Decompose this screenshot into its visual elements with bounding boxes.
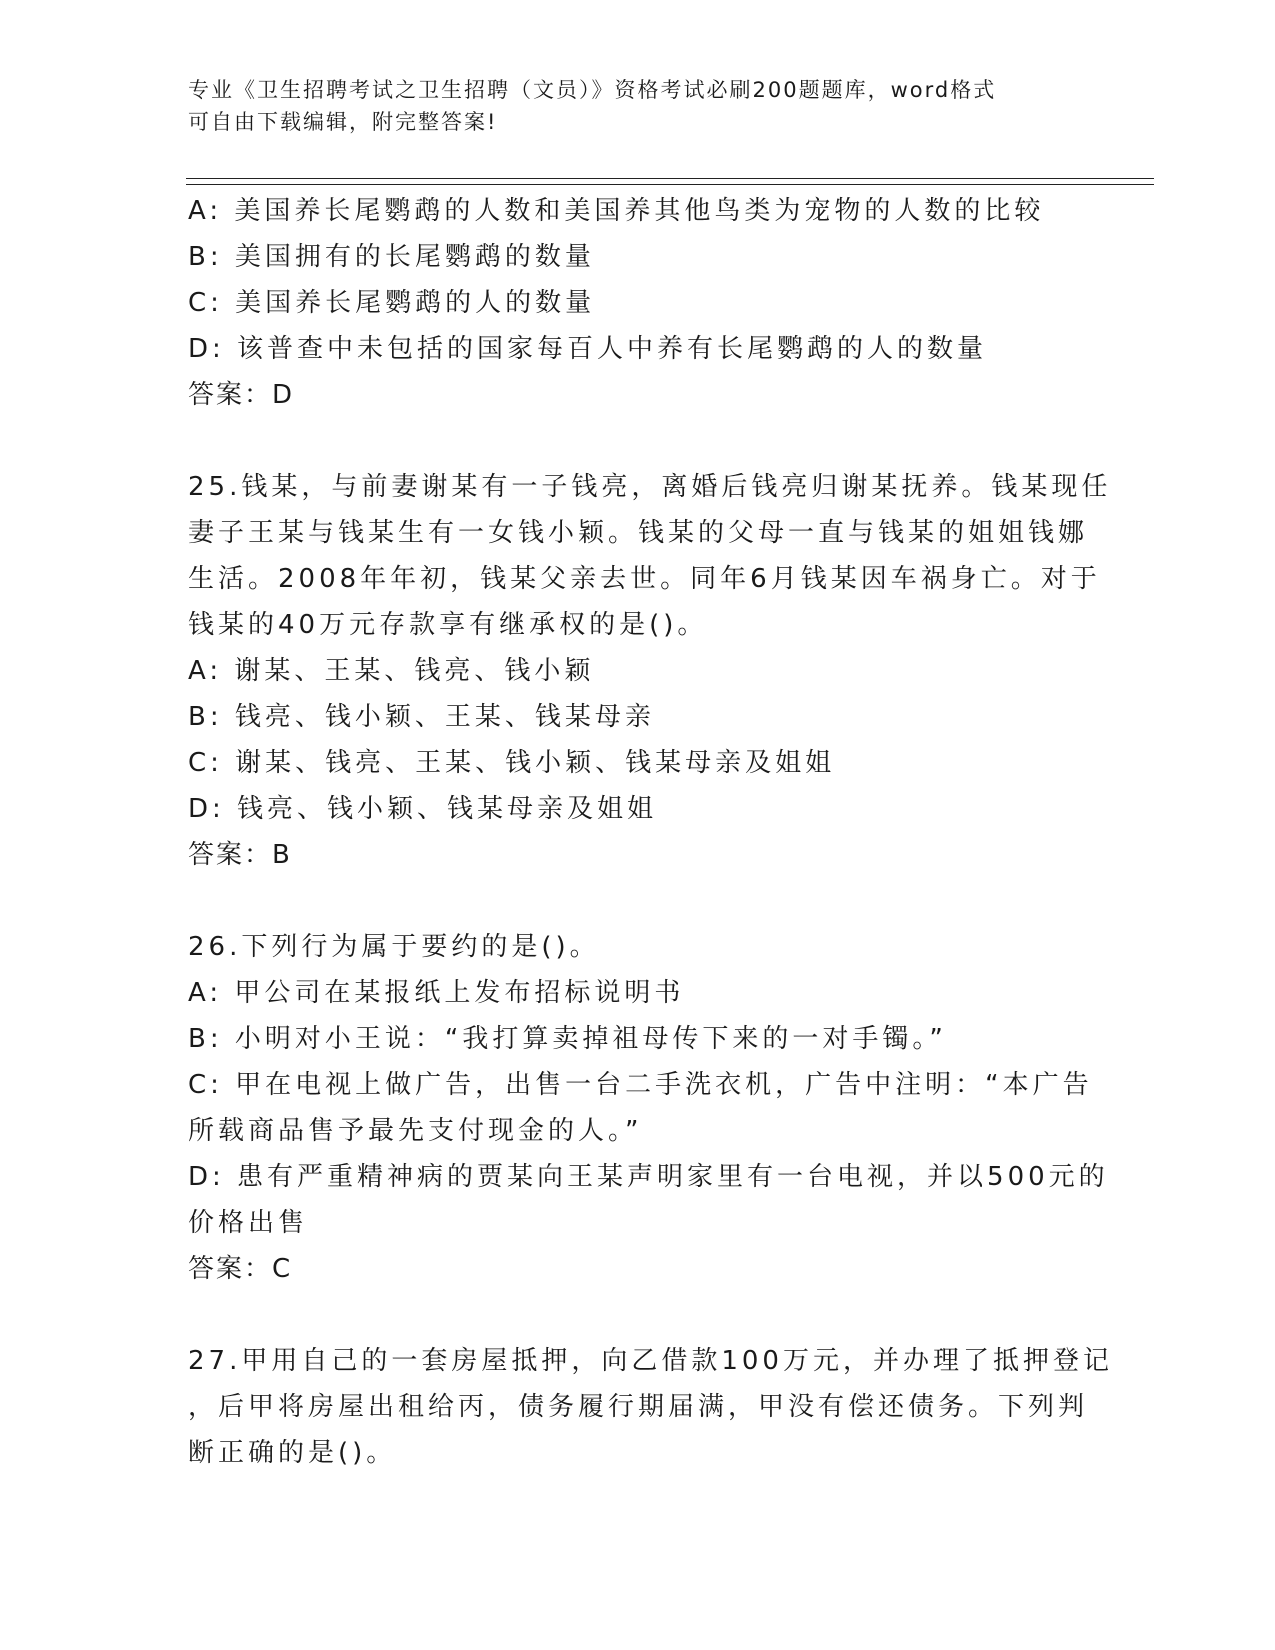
- question-stem: ，后甲将房屋出租给丙，债务履行期届满，甲没有偿还债务。下列判: [188, 1392, 1089, 1422]
- option-d: D: 钱亮、钱小颖、钱某母亲及姐姐: [188, 794, 658, 824]
- option-b: B: 美国拥有的长尾鹦鹉的数量: [188, 242, 595, 272]
- page-header: [188, 74, 1068, 138]
- option-c: C: 美国养长尾鹦鹉的人的数量: [188, 288, 596, 318]
- option-a: A: 谢某、王某、钱亮、钱小颖: [188, 656, 595, 686]
- document-body: [188, 188, 1113, 1476]
- option-d: D: 该普查中未包括的国家每百人中养有长尾鹦鹉的人的数量: [188, 334, 988, 364]
- header-line: 专业《卫生招聘考试之卫生招聘（文员）》资格考试必刷200题题库，word格式: [188, 78, 997, 102]
- option-c-continued: 所载商品售予最先支付现金的人。”: [188, 1116, 643, 1146]
- question-24: [188, 188, 1088, 418]
- spacer: [188, 418, 1088, 464]
- option-b: B: 钱亮、钱小颖、王某、钱某母亲: [188, 702, 655, 732]
- option-a: A: 甲公司在某报纸上发布招标说明书: [188, 978, 685, 1008]
- question-25: [188, 464, 1112, 878]
- question-stem: 断正确的是()。: [188, 1438, 397, 1468]
- option-c: C: 甲在电视上做广告，出售一台二手洗衣机，广告中注明：“本广告: [188, 1070, 1093, 1100]
- question-stem: 生活。2008年年初，钱某父亲去世。同年6月钱某因车祸身亡。对于: [188, 564, 1101, 594]
- option-d: D: 患有严重精神病的贾某向王某声明家里有一台电视，并以500元的: [188, 1162, 1109, 1192]
- question-stem: 妻子王某与钱某生有一女钱小颖。钱某的父母一直与钱某的姐姐钱娜: [188, 518, 1089, 548]
- question-26: [188, 924, 1109, 1292]
- spacer: [188, 1292, 1088, 1338]
- question-stem: 钱某的40万元存款享有继承权的是()。: [188, 610, 708, 640]
- option-d-continued: 价格出售: [188, 1208, 309, 1238]
- question-27: [188, 1338, 1113, 1476]
- question-stem: 25.钱某，与前妻谢某有一子钱亮，离婚后钱亮归谢某抚养。钱某现任: [188, 472, 1112, 502]
- answer-line: 答案：B: [188, 840, 292, 870]
- question-stem: 26.下列行为属于要约的是()。: [188, 932, 600, 962]
- question-stem: 27.甲用自己的一套房屋抵押，向乙借款100万元，并办理了抵押登记: [188, 1346, 1113, 1376]
- answer-line: 答案：D: [188, 380, 295, 410]
- spacer: [188, 878, 1088, 924]
- option-c: C: 谢某、钱亮、王某、钱小颖、钱某母亲及姐姐: [188, 748, 836, 778]
- header-divider: [186, 184, 1154, 185]
- answer-line: 答案：C: [188, 1254, 293, 1284]
- option-a: A: 美国养长尾鹦鹉的人数和美国养其他鸟类为宠物的人数的比较: [188, 196, 1045, 226]
- option-b: B: 小明对小王说：“我打算卖掉祖母传下来的一对手镯。”: [188, 1024, 947, 1054]
- header-divider: [186, 178, 1154, 179]
- header-line: 可自由下载编辑，附完整答案!: [188, 110, 498, 134]
